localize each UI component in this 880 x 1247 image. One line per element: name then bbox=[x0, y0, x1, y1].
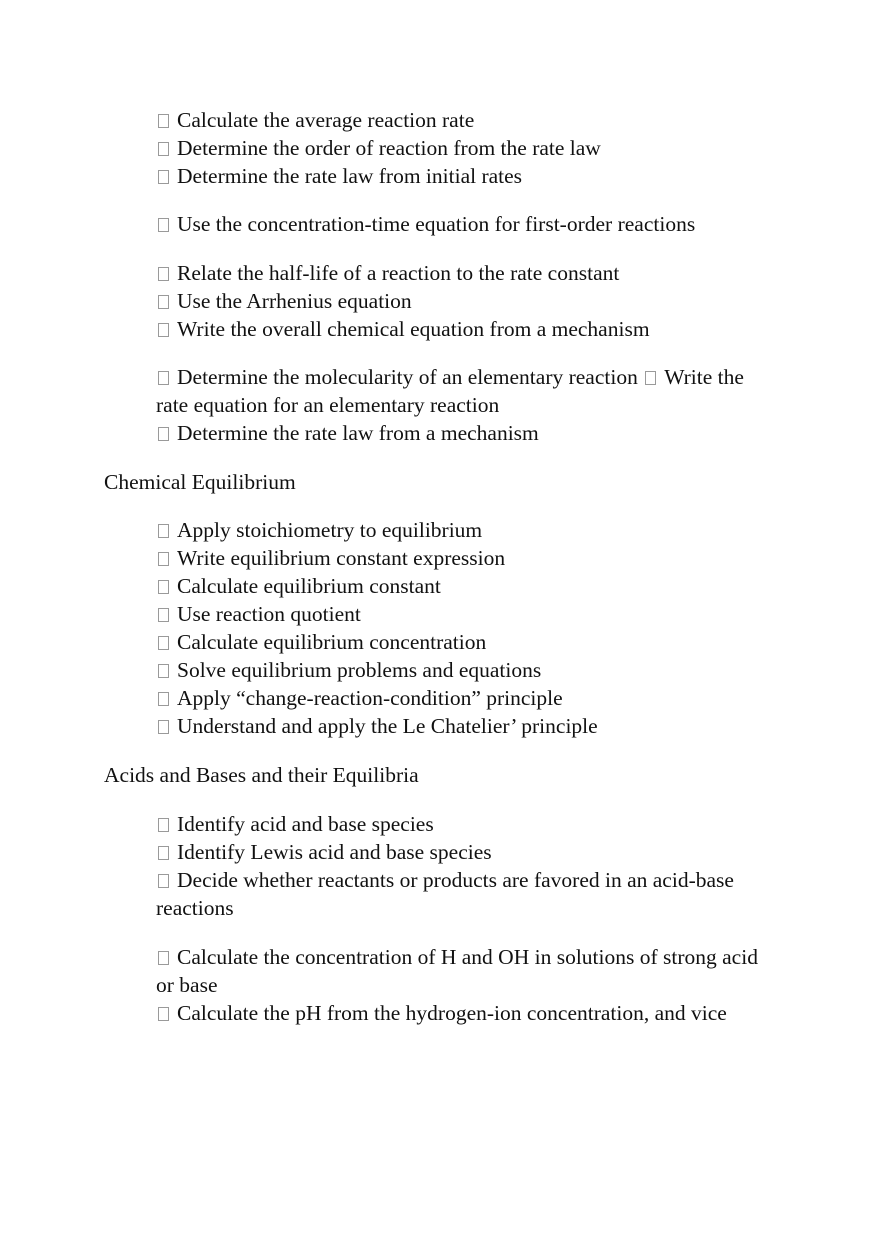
checkbox-icon bbox=[158, 114, 169, 128]
list-item: Calculate equilibrium concentration bbox=[156, 628, 776, 656]
checkbox-icon bbox=[158, 267, 169, 281]
checkbox-icon bbox=[158, 664, 169, 678]
list-item: Determine the molecularity of an elementary reaction Write the rate equation for an elementary reaction bbox=[156, 365, 744, 417]
checkbox-icon bbox=[158, 323, 169, 337]
checkbox-icon bbox=[158, 1007, 169, 1021]
kinetics-objectives-group-3 bbox=[156, 259, 776, 343]
checkbox-icon bbox=[158, 608, 169, 622]
checkbox-icon bbox=[158, 142, 169, 156]
kinetics-objectives-group-1 bbox=[156, 106, 776, 190]
checkbox-icon bbox=[158, 524, 169, 538]
checkbox-icon bbox=[158, 295, 169, 309]
list-item: Calculate equilibrium constant bbox=[156, 572, 776, 600]
checkbox-icon bbox=[158, 720, 169, 734]
checkbox-icon bbox=[158, 874, 169, 888]
list-item: Determine the order of reaction from the rate law bbox=[156, 134, 776, 162]
list-item: Use the concentration-time equation for first-order reactions bbox=[156, 210, 776, 238]
list-item: Determine the rate law from a mechanism bbox=[156, 419, 761, 447]
section-heading-equilibrium: Chemical Equilibrium bbox=[104, 470, 296, 494]
kinetics-objectives-group-2 bbox=[156, 210, 776, 238]
checkbox-icon bbox=[158, 692, 169, 706]
checkbox-icon bbox=[158, 170, 169, 184]
section-heading-acids-bases: Acids and Bases and their Equilibria bbox=[104, 763, 419, 787]
list-item: Identify acid and base species bbox=[156, 810, 751, 838]
checkbox-icon bbox=[158, 371, 169, 385]
list-item: Apply stoichiometry to equilibrium bbox=[156, 516, 776, 544]
checkbox-icon bbox=[158, 636, 169, 650]
equilibrium-objectives bbox=[156, 516, 776, 740]
checkbox-icon bbox=[158, 218, 169, 232]
checkbox-icon bbox=[158, 552, 169, 566]
list-item: Write equilibrium constant expression bbox=[156, 544, 776, 572]
list-item: Decide whether reactants or products are favored in an acid-base reactions bbox=[156, 868, 734, 920]
list-item: Solve equilibrium problems and equations bbox=[156, 656, 776, 684]
list-item: Relate the half-life of a reaction to the rate constant bbox=[156, 259, 776, 287]
checkbox-icon bbox=[158, 427, 169, 441]
acids-objectives-group-1 bbox=[156, 810, 751, 922]
checkbox-icon bbox=[158, 580, 169, 594]
list-item: Use the Arrhenius equation bbox=[156, 287, 776, 315]
list-item: Calculate the average reaction rate bbox=[156, 106, 776, 134]
list-item: Determine the rate law from initial rates bbox=[156, 162, 776, 190]
list-item: Write the overall chemical equation from a mechanism bbox=[156, 315, 776, 343]
list-item: Understand and apply the Le Chatelier’ principle bbox=[156, 712, 776, 740]
list-item: Identify Lewis acid and base species bbox=[156, 838, 751, 866]
list-item: Apply “change-reaction-condition” principle bbox=[156, 684, 776, 712]
list-item: Use reaction quotient bbox=[156, 600, 776, 628]
list-item: Calculate the concentration of H and OH in solutions of strong acid or base bbox=[156, 945, 758, 997]
list-item: Calculate the pH from the hydrogen-ion concentration, and vice bbox=[156, 999, 771, 1027]
checkbox-icon bbox=[158, 846, 169, 860]
checkbox-icon bbox=[645, 371, 656, 385]
acids-objectives-group-2 bbox=[156, 943, 771, 1027]
kinetics-objectives-group-4 bbox=[156, 363, 761, 447]
checkbox-icon bbox=[158, 951, 169, 965]
checkbox-icon bbox=[158, 818, 169, 832]
